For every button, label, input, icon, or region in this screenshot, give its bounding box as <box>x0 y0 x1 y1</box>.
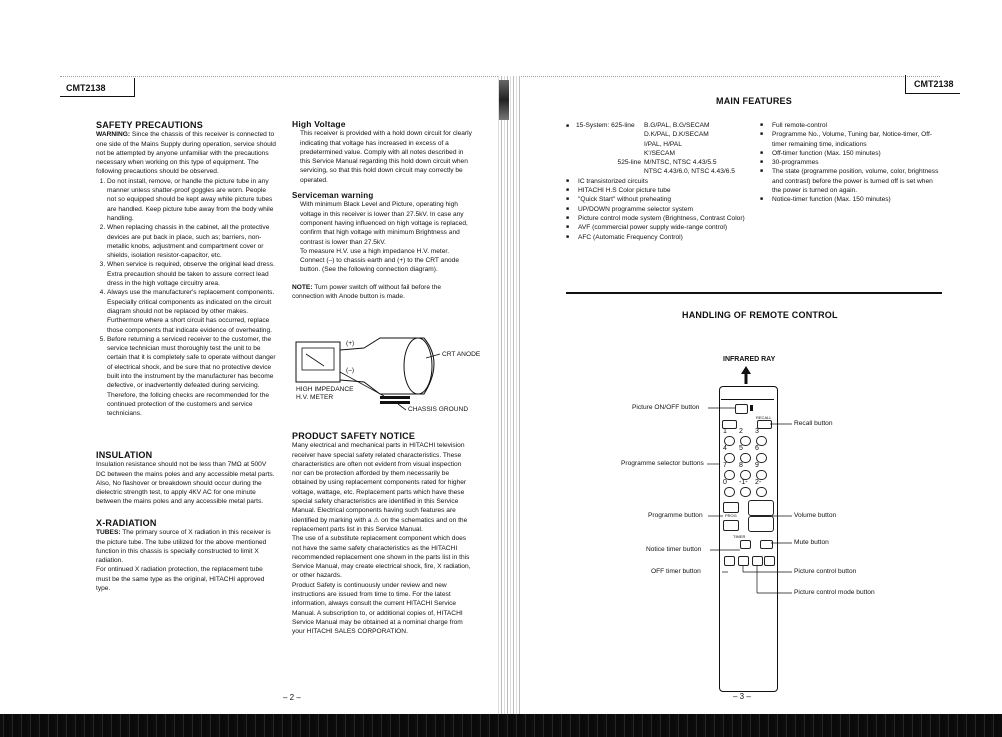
keypad-number-label: 5 <box>739 445 743 452</box>
feature-item: ■ The state (programme position, volume, color, brightness and contrast) before the power is turned off is set when the power is turned on again. <box>760 167 940 195</box>
label-mode: Picture control mode button <box>794 589 875 596</box>
label-power: Picture ON/OFF button <box>632 404 700 411</box>
hv-plus: (+) <box>346 340 355 347</box>
main-features-title: MAIN FEATURES <box>716 96 792 106</box>
section-divider <box>566 292 942 294</box>
system-625: B.G/PAL, B.G/SECAM <box>644 122 710 129</box>
feature-item: ■ AVF (commercial power supply wide-range control) <box>566 223 756 232</box>
safety-item: 1. Do not install, remove, or handle the picture tube in any manner unless shatter-proof goggles are worn. People not so equipped should be kept away while picture tubes are handled. Keep picture tube away from the body while handling. <box>107 177 276 223</box>
recall-small-label: RECALL <box>756 415 772 420</box>
safety-item: 2. When replacing chassis in the cabinet, all the protective devices are put back in place, such as; barriers, non-metallic knobs, adjustment and compartment cover or shields, isolation resistor-capacitor, etc. <box>107 223 276 260</box>
system-525: NTSC 4.43/6.0, NTSC 4.43/6.5 <box>644 168 735 176</box>
insulation-section <box>96 451 276 507</box>
chassis-bar-2 <box>380 401 410 404</box>
safety-section <box>96 121 276 419</box>
note-label: NOTE: <box>292 283 313 291</box>
xradiation-title: X-RADIATION <box>96 518 157 528</box>
label-mute: Mute button <box>794 539 829 546</box>
safety-warning <box>96 130 276 176</box>
feature-item: ■ HITACHI H.S Color picture tube <box>566 186 756 195</box>
hv-meter-label: HIGH IMPEDANCE H.V. METER <box>296 386 354 401</box>
timer-small-label: TIMER <box>733 534 746 539</box>
xradiation-text <box>96 528 276 565</box>
keypad-number-label: 2 <box>739 428 743 435</box>
infrared-arrow-icon <box>741 366 751 384</box>
insulation-title: INSULATION <box>96 450 153 460</box>
hv-ground-label: CHASSIS GROUND <box>408 406 469 413</box>
keypad-number-label: 8 <box>739 462 743 469</box>
tubes-label: TUBES: <box>96 529 121 537</box>
label-selector: Programme selector buttons <box>621 460 704 467</box>
hv-title: High Voltage <box>292 119 346 129</box>
feature-item: ■ Notice-timer function (Max. 150 minutes) <box>760 195 940 204</box>
keypad-number-label: 0 <box>723 479 727 486</box>
page-number-left: – 2 – <box>283 693 301 702</box>
brand-left-box <box>60 96 135 97</box>
page-spine <box>498 76 520 716</box>
label-525: 525-line <box>617 159 641 167</box>
sw-text: With minimum Black Level and Picture, operating high voltage in this receiver is lower than 27.5kV. In case any component having influenced on high voltage is replaced, confirm that high voltage with minimum Brightness and contrast is lower than 27.5kV. <box>300 201 468 246</box>
remote-top-panel <box>721 388 774 400</box>
label-picture: Picture control button <box>794 568 857 575</box>
system-label: 15-System: 625-line <box>576 122 635 129</box>
spine-dark <box>499 80 509 120</box>
psn-text-3: Product Safety is continuously under review and new instructions are issued from time to time. For the latest information, always consult the current HITACHI Service Manual. A subscription to, or additional copies of, HITACHI Service Manual may be obtained at a nominal charge from your HITACHI SALES CORPORATION. <box>292 581 463 636</box>
prog-small-label: PROG <box>725 513 737 518</box>
sw-title: Serviceman warning <box>292 191 374 201</box>
keypad-number-label: 7 <box>723 462 727 469</box>
label-notice: Notice timer button <box>646 546 702 553</box>
xradiation-section <box>96 519 276 593</box>
psn-text-2: The use of a substitute replacement component which does not have the same safety characteristics as the HITACHI recommended replacement one shown in the parts list in this Service Manual, may create electrical shock, fire, X radiation, or other hazards. <box>292 535 471 580</box>
hv-section <box>292 120 472 301</box>
brand-left: CMT2138 <box>66 83 106 93</box>
infrared-ray-label: INFRARED RAY <box>723 356 776 363</box>
brand-right-box-side <box>905 75 906 93</box>
warning-label: WARNING: <box>96 131 131 139</box>
label-off: OFF timer button <box>651 568 701 575</box>
system-625: K'/SECAM <box>644 149 675 157</box>
hv-text: This receiver is provided with a hold down circuit for clearly indicating that voltage has increased in excess of a predetermined value. Comply with all notes described in this Service Manual regarding this hold down circuit when servicing, so that this hold down circuit may correctly be operated. <box>300 130 472 184</box>
safety-item: 5. Before returning a serviced receiver to the customer, the service technician must thoroughly test the unit to be certain that it is completely safe to operate without danger of electrical shock, and be sure that no protective device built into the instrument by the manufacturer has become defective, or inadvertently defeated during servicing. <box>107 335 276 391</box>
system-625: D.K/PAL, D.K/SECAM <box>644 131 709 139</box>
keypad-number-label: -1- <box>739 479 748 486</box>
chassis-bar <box>380 396 410 399</box>
psn-section <box>292 432 472 637</box>
label-volume: Volume button <box>794 512 837 519</box>
label-recall: Recall button <box>794 420 833 427</box>
warning-text: Since the chassis of this receiver is connected to one side of the Mains Supply during operation, service should not be attempted by anyone unfamiliar with the precautions necessary when working on this type of equipment. The following precautions should be observed. <box>96 131 276 176</box>
feature-item: ■ Off-timer function (Max. 150 minutes) <box>760 149 940 158</box>
bottom-band <box>0 714 1002 737</box>
crt-face <box>404 338 432 394</box>
meter-needle <box>306 354 324 366</box>
keypad-number-label: 2- <box>755 479 762 486</box>
feature-item: ■ Picture control mode system (Brightness, Contrast Color) <box>566 214 756 223</box>
note <box>292 283 472 302</box>
features-left <box>566 121 756 242</box>
label-programme: Programme button <box>648 512 703 519</box>
psn-text-1: Many electrical and mechanical parts in HITACHI television receiver have special safety related characteristics. These characteristics are often not evident from visual inspection nor can be protection afforded by them necessarily be obtained by using replacement components rated for higher voltage, wattage, etc. Replacement parts which have these special safety characteristics are identified in this Service Manual. Electrical components having such features are identified by marking with a ⚠ on the schematics and on the replacement parts list in this Service Manual. <box>292 442 468 533</box>
keypad-number-label: 1 <box>723 428 727 435</box>
hv-minus: (–) <box>346 367 355 374</box>
feature-item: ■ AFC (Automatic Frequency Control) <box>566 233 756 242</box>
keypad-number-label: 3 <box>755 428 759 435</box>
meter-dial <box>302 348 334 370</box>
insulation-text: Insulation resistance should not be less than 7MΩ at 500V DC between the mains poles and any accessible metal parts. Also, No flashover or breakdown should occur during the dielectric strength test, to apply 4KV AC for one minute between the mains poles and any accessible metal parts. <box>96 461 275 506</box>
feature-item: ■ IC transistorized circuits <box>566 177 756 186</box>
safety-item: 4. Always use the manufacturer's replacement components. Especially critical components as indicated on the circuit diagram should not be replaced by other makes. Furthermore where a short circuit has occurred, replace those components that indicate evidence of overheating. <box>107 288 276 334</box>
feature-item: ■ Programme No., Volume, Tuning bar, Notice-timer, Off-timer remaining time, indications <box>760 130 940 149</box>
keypad-number-label: 4 <box>723 445 727 452</box>
remote-title: HANDLING OF REMOTE CONTROL <box>682 310 838 320</box>
hv-crt-label: CRT ANODE <box>442 351 481 358</box>
system-625: I/PAL, H/PAL <box>644 140 682 148</box>
system-525: M/NTSC, NTSC 4.43/5.5 <box>644 159 717 167</box>
safety-closing: Therefore, the follcing checks are recommended for the continued protection of the customers and service technicians. <box>107 391 269 418</box>
xradiation-text-2: For ontinued X radiation protection, the replacement tube must be the same type as the original, HITACHI approved type. <box>96 566 265 593</box>
features-left-list <box>566 177 756 242</box>
page-number-right: – 3 – <box>733 692 751 701</box>
feature-item: ■ "Quick Start" without preheating <box>566 195 756 204</box>
feature-item: ■ Full remote-control <box>760 121 940 130</box>
brand-right: CMT2138 <box>914 79 954 89</box>
feature-item: ■ UP/DOWN programme selector system <box>566 205 756 214</box>
brand-left-box-side <box>134 78 135 96</box>
keypad-number-label: 6 <box>755 445 759 452</box>
safety-list <box>96 177 276 391</box>
psn-title: PRODUCT SAFETY NOTICE <box>292 431 416 441</box>
note-text: Turn power switch off without fail before the connection with Anode button is made. <box>292 283 442 301</box>
feature-item: ■ 30-programmes <box>760 158 940 167</box>
safety-item: 3. When service is required, observe the original lead dress. Extra precaution should be taken to assure correct lead dress in the high voltage circuitry area. <box>107 260 276 288</box>
ground-leader <box>398 404 406 410</box>
features-right-list <box>760 121 940 205</box>
brand-right-box <box>905 93 960 94</box>
sw-text-2: To measure H.V. use a high impedance H.V. meter. Connect (–) to chassis earth and (+) to the CRT anode button. (See the following connection diagram). <box>300 247 460 274</box>
safety-title: SAFETY PRECAUTIONS <box>96 120 203 130</box>
system-table: ■ 15-System: 625-line B.G/PAL, B.G/SECAM D.K/PAL, D.K/SECAM I/PAL, H/PAL K'/SECAM 525-line M/NTSC, NTSC 4.43/5.5 NTSC 4.43/6.0, NTSC 4.43/6.5 <box>566 122 735 176</box>
xradiation-text-1: The primary source of X radiation in this receiver is the picture tube. The tube utilized for the above mentioned function in this chassis is specially constructed to limit X radiation. <box>96 529 271 565</box>
keypad-number-label: 9 <box>755 462 759 469</box>
